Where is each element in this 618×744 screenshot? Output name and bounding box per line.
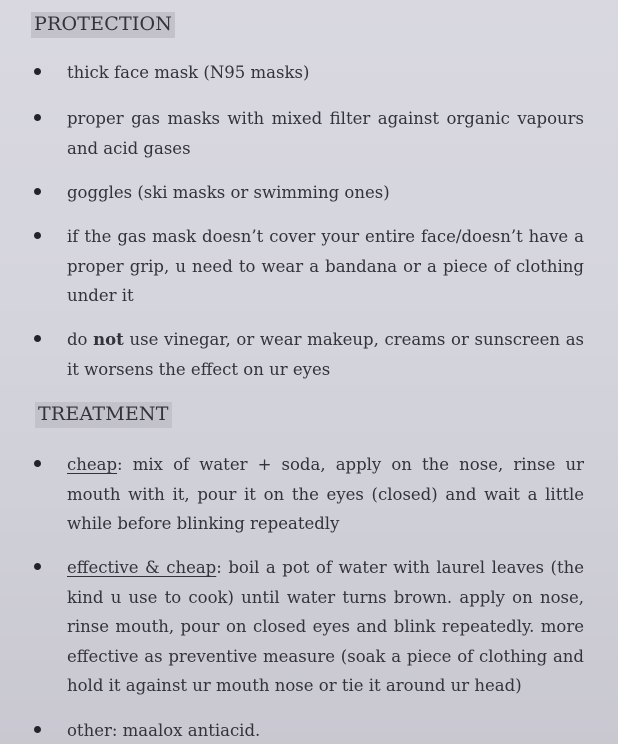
list-item-text bbox=[67, 553, 584, 701]
bullet-icon bbox=[34, 335, 41, 342]
protection-heading: PROTECTION bbox=[31, 12, 175, 38]
list-item-text: other: maalox antiacid. bbox=[67, 721, 261, 740]
text-segment: use vinegar, or wear makeup, creams or sunscreen as it worsens the effect on ur eyes bbox=[67, 330, 584, 379]
list-item-text: proper gas masks with mixed filter against organic vapours and acid gases bbox=[67, 109, 584, 158]
bullet-icon bbox=[34, 563, 41, 570]
label-effective-cheap: effective & cheap bbox=[67, 558, 217, 577]
text-segment: do bbox=[67, 330, 94, 349]
bullet-icon bbox=[34, 114, 41, 121]
bullet-icon bbox=[34, 68, 41, 75]
label-cheap: cheap bbox=[67, 455, 118, 474]
bullet-icon bbox=[34, 726, 41, 733]
bullet-icon bbox=[34, 188, 41, 195]
list-item-text: if the gas mask doesn’t cover your entire face/doesn’t have a proper grip, u need to wear a bandana or a piece of clothing under it bbox=[67, 227, 584, 305]
text-segment: : boil a pot of water with laurel leaves (the kind u use to cook) until water turns brown. apply on nose, rinse mouth, pour on closed eyes and blink repeatedly. more effective as preventive measure (soak a piece of clothing and hold it against ur mouth nose or tie it around ur head) bbox=[67, 558, 584, 695]
treatment-heading: TREATMENT bbox=[35, 402, 172, 428]
text-segment: : mix of water + soda, apply on the nose, rinse ur mouth with it, pour it on the eyes (closed) and wait a little while before blinking repeatedly bbox=[67, 455, 584, 533]
emphasis-not: not bbox=[93, 330, 124, 349]
bullet-icon bbox=[34, 232, 41, 239]
list-item-text bbox=[67, 325, 584, 384]
bullet-icon bbox=[34, 460, 41, 467]
list-item-text: goggles (ski masks or swimming ones) bbox=[67, 183, 390, 202]
list-item-text bbox=[67, 450, 584, 539]
list-item-text: thick face mask (N95 masks) bbox=[67, 63, 310, 82]
